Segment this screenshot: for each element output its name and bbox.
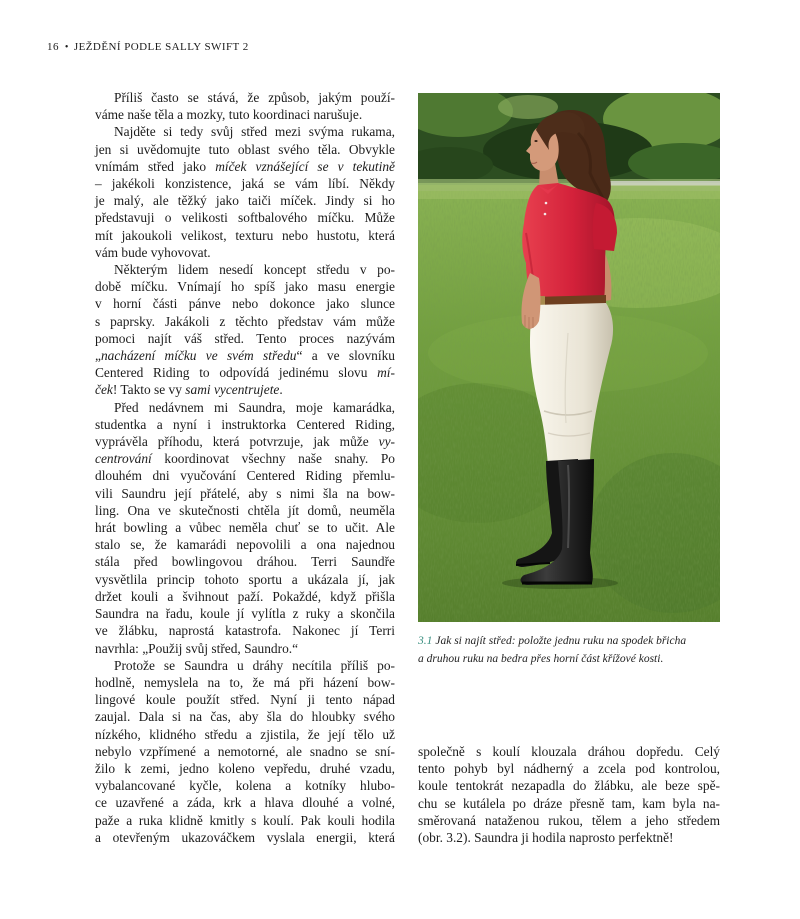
text-line — [418, 743, 720, 760]
caption-text: a druhou ruku na bedra přes horní část křížové kosti. — [418, 653, 664, 665]
text-line — [95, 141, 395, 158]
text-line — [418, 760, 720, 777]
text-line — [95, 777, 395, 794]
page-number: 16 — [47, 41, 59, 53]
text-line — [418, 829, 720, 846]
text-line — [95, 674, 395, 691]
text-line — [95, 605, 395, 622]
running-header — [47, 40, 249, 55]
text-line — [95, 123, 395, 140]
text-run: váme naše těla a mozky, tuto koordinaci narušuje. — [95, 107, 363, 123]
text-run: v horní části pánve nebo dokonce jako slunce — [95, 296, 395, 312]
photo-woman-finding-center — [418, 93, 720, 622]
text-run: vyprávěla příhodu, která potvrzuje, jak může — [95, 434, 379, 450]
text-run: nízkého, klidného středu a zjistila, že její tělo už — [95, 726, 395, 742]
paragraph — [95, 123, 395, 261]
text-run: koordinovat všechny naše snahy. Po — [151, 451, 395, 467]
text-run: a otevřeným ukazováčkem vyslala energii, která — [95, 829, 395, 845]
text-run: – jakékoli konzistence, jaká se vám líbí. Někdy — [95, 176, 395, 192]
running-title: JEŽDĚNÍ PODLE SALLY SWIFT 2 — [73, 41, 249, 53]
text-run: „ — [95, 348, 101, 364]
text-run: . — [279, 382, 283, 398]
text-run: stalo se, že kamarádi nepovolili a ona najednou — [95, 537, 395, 553]
left-text-column — [95, 89, 395, 846]
text-line — [95, 622, 395, 639]
text-line — [95, 227, 395, 244]
emphasized-text: sami vycentrujete — [185, 382, 280, 398]
text-run: koule tentokrát nezapadla do žlábku, ale beze spě- — [418, 778, 720, 794]
text-line — [95, 829, 395, 846]
text-run: hodlně, nemyslela na to, že má při házení bow- — [95, 674, 395, 690]
text-line — [95, 485, 395, 502]
paragraph — [95, 89, 395, 123]
emphasized-text: míček vznášející se v tekutině — [215, 158, 396, 174]
text-line — [95, 106, 395, 123]
text-run: žilo k zemi, jedno koleno vepředu, druhé vzadu, — [95, 760, 395, 776]
text-line — [95, 261, 395, 278]
text-line — [95, 536, 395, 553]
figure-caption — [418, 632, 720, 668]
text-run: Saundra na řadu, koule jí vylítla z ruky a skončila — [95, 606, 395, 622]
text-line — [95, 278, 395, 295]
paragraph — [95, 261, 395, 399]
text-line — [95, 450, 395, 467]
text-run: nebylo vzpřímené a nemotorné, ale snadno se sní- — [95, 743, 395, 759]
text-run: mít jakoukoli velikost, texturu nebo hustotu, která — [95, 227, 395, 243]
text-line — [418, 777, 720, 794]
text-line — [95, 708, 395, 725]
text-line — [95, 553, 395, 570]
text-line — [95, 502, 395, 519]
text-line — [95, 330, 395, 347]
text-line — [95, 812, 395, 829]
text-run: stála před bowlingovou dráhou. Terri Saundře — [95, 554, 395, 570]
text-run: hrát bowling a vůbec neměla chuť se to učit. Ale — [95, 520, 395, 536]
text-run: s paprsky. Jakákoli z těchto představ vám může — [95, 313, 395, 329]
text-run: pomoci najít váš střed. Tento proces nazývám — [95, 330, 395, 346]
text-run: chu se kutálela po dráze přesně tam, kam byla na- — [418, 795, 720, 811]
text-line — [95, 175, 395, 192]
paragraph — [418, 743, 720, 846]
text-run: jen si uvědomujte tuto oblast svého těla. Obvykle — [95, 141, 395, 157]
text-line — [95, 89, 395, 106]
text-line — [95, 416, 395, 433]
emphasized-text: mí- — [377, 365, 395, 381]
text-line — [418, 795, 720, 812]
text-line — [95, 467, 395, 484]
bullet-separator: • — [64, 42, 69, 53]
figure-number: 3.1 — [418, 635, 433, 647]
text-run: tento pohyb byl nádherný a zcela pod kontrolou, — [418, 761, 720, 777]
text-run: zaujal. Dala si na čas, aby šla do hloubky svého — [95, 709, 395, 725]
text-line — [95, 691, 395, 708]
text-run: Některým lidem nesedí koncept středu v po- — [114, 262, 395, 278]
text-line — [95, 519, 395, 536]
text-run: “ a ve slovníku — [296, 348, 395, 364]
text-line — [95, 399, 395, 416]
text-line — [95, 192, 395, 209]
right-text-column — [418, 743, 720, 846]
text-run: lingové koule použít střed. Nyní ji tento nápad — [95, 692, 395, 708]
text-run: směrovaná nataženou rukou, tělem a jeho středem — [418, 812, 720, 828]
text-run: vili Saundru její přátelé, aby s nimi šla na bow- — [95, 485, 395, 501]
paragraph — [95, 657, 395, 846]
text-run: Protože se Saundra u dráhy necítila příliš po- — [114, 657, 395, 673]
text-run: Před nedávnem mi Saundra, moje kamarádka, — [114, 399, 395, 415]
text-line — [95, 794, 395, 811]
text-run: Najděte si tedy svůj střed mezi svýma rukama, — [114, 124, 395, 140]
text-run: vnímám střed jako — [95, 158, 216, 174]
text-line — [95, 313, 395, 330]
caption-text: Jak si najít střed: položte jednu ruku na spodek břicha — [435, 635, 687, 647]
text-line — [95, 743, 395, 760]
figure-3-1 — [418, 93, 720, 622]
text-run: (obr. 3.2). Saundra ji hodila naprosto perfektně! — [418, 830, 674, 846]
text-run: společně s koulí klouzala dráhou dopředu. Celý — [418, 744, 720, 759]
text-run: vybalancované kyčle, kolena a kotníky hlubo- — [95, 778, 395, 794]
text-run: paže a ruka klidně kmitly s koulí. Pak kouli hodila — [95, 812, 395, 828]
text-run: Příliš často se stává, že způsob, jakým použí- — [114, 90, 395, 105]
text-line — [95, 381, 395, 398]
text-line — [95, 347, 395, 364]
text-line — [95, 760, 395, 777]
caption-line — [418, 632, 720, 650]
text-line — [95, 158, 395, 175]
text-run: vysvětlila princip tohoto sportu a ukázala jí, jak — [95, 571, 395, 587]
text-line — [95, 364, 395, 381]
text-run: studentka a nyní i instruktorka Centered Riding, — [95, 416, 395, 432]
text-run: ling. Ona ve skutečnosti chtěla jít domů, neuměla — [95, 502, 395, 518]
text-line — [95, 588, 395, 605]
emphasized-text: nacházení míčku ve svém středu — [100, 348, 297, 364]
text-line — [95, 657, 395, 674]
text-line — [95, 640, 395, 657]
text-run: Centered Riding to odpovídá jedinému slovu — [95, 365, 378, 381]
text-line — [95, 433, 395, 450]
text-run: dlouhém dni vyučování Centered Riding přemlu- — [95, 468, 395, 484]
text-run: vám bude vyhovovat. — [95, 244, 211, 260]
text-run: době míčku. Vnímají ho spíš jako masu energie — [95, 279, 395, 295]
text-line — [95, 295, 395, 312]
text-line — [95, 726, 395, 743]
text-run: ! Takto se vy — [112, 382, 186, 398]
text-run: je malý, ale těžký jako taiči míček. Jindy si ho — [95, 193, 395, 209]
text-line — [95, 571, 395, 588]
text-run: ve žlábku, naprostá katastrofa. Nakonec jí Terri — [95, 623, 395, 639]
text-run: představuji o velikosti softbalového míčku. Může — [95, 210, 395, 226]
paragraph — [95, 399, 395, 657]
emphasized-text: vy- — [378, 434, 395, 450]
text-line — [418, 812, 720, 829]
caption-line — [418, 650, 720, 668]
emphasized-text: ček — [95, 382, 113, 398]
text-run: držet kouli a švihnout paží. Pokaždé, když přišla — [95, 588, 395, 604]
text-line — [95, 244, 395, 261]
text-run: navrhla: „Použij svůj střed, Saundro.“ — [95, 640, 299, 656]
text-line — [95, 209, 395, 226]
text-run: ce uzavřené a záda, krk a hlava dlouhé a volné, — [95, 795, 395, 811]
emphasized-text: centrování — [95, 451, 152, 467]
